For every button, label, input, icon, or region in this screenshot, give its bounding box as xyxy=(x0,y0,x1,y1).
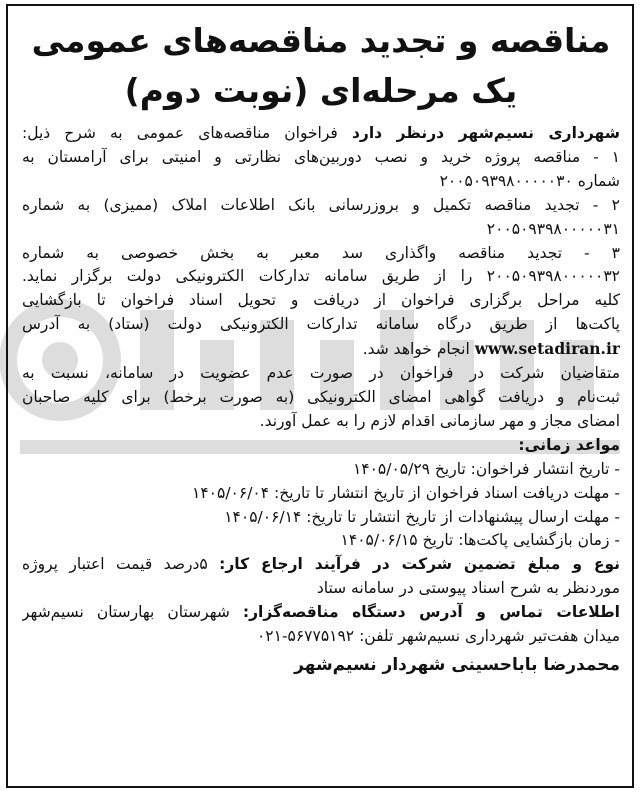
item-1-line-2: شماره ۲۰۰۵۰۹۳۹۸۰۰۰۰۰۳۰ xyxy=(439,171,620,190)
procedure-line-3-rest: انجام خواهد شد. xyxy=(362,340,475,359)
contact-bold: اطلاعات تماس و آدرس دستگاه مناقصه‌گزار: xyxy=(242,603,620,622)
notice-content xyxy=(22,10,620,679)
setad-url-link[interactable]: www.setadiran.ir xyxy=(474,339,620,359)
procedure-line-2: پاکت‌ها از طریق درگاه سامانه تدارکات الکترونیکی دولت (ستاد) به آدرس xyxy=(22,315,620,334)
guarantee-rest: ۵درصد قیمت اعتبار پروژه xyxy=(22,555,220,574)
dates-heading: مواعد زمانی: xyxy=(518,435,620,454)
item-3-line-2: ۲۰۰۵۰۹۳۹۸۰۰۰۰۰۳۲ را از طریق سامانه تدارکات الکترونیکی دولت برگزار نماید. xyxy=(22,267,620,286)
date-opening: - زمان بازگشایی پاکت‌ها: تاریخ ۱۴۰۵/۰۶/۱۵ xyxy=(340,531,620,550)
guarantee-bold: نوع و مبلغ تضمین شرکت در فرآیند ارجاع کار: xyxy=(219,555,620,574)
applicants-line-3: امضای مجاز و مهر سازمانی اقدام لازم را به عمل آورند. xyxy=(259,411,620,430)
date-proposal-deadline: - مهلت ارسال پیشنهادات از تاریخ انتشار تا تاریخ: ۱۴۰۵/۰۶/۱۴ xyxy=(224,507,620,526)
intro-rest: فراخوان مناقصه‌های عمومی به شرح ذیل: xyxy=(22,124,352,142)
applicants-line-2: ثبت‌نام و دریافت گواهی امضای الکترونیکی (به صورت برخط) برای کلیه صاحبان xyxy=(22,387,620,406)
notice-title-line-1: مناقصه و تجدید مناقصه‌های عمومی xyxy=(31,21,611,60)
procedure-line-1: کلیه مراحل برگزاری فراخوان از دریافت و تحویل اسناد فراخوان تا بازگشایی xyxy=(22,291,620,310)
guarantee-line-2: موردنظر به شرح اسناد پیوستی در سامانه ستاد xyxy=(316,579,620,598)
contact-line-2: میدان هفت‌تیر شهرداری نسیم‌شهر تلفن: ۵۶۷۷۵۱۹۲-۰۲۱ xyxy=(256,627,620,646)
date-publication: - تاریخ انتشار فراخوان: تاریخ ۱۴۰۵/۰۵/۲۹ xyxy=(352,459,620,478)
item-2-line-2: ۲۰۰۵۰۹۳۹۸۰۰۰۰۰۳۱ xyxy=(486,219,620,238)
item-2-line-1: ۲ - تجدید مناقصه تکمیل و بروزرسانی بانک اطلاعات املاک (ممیزی) به شماره xyxy=(22,195,620,214)
applicants-line-1: متقاضیان شرکت در فراخوان در صورت عدم عضویت در سامانه، نسبت به xyxy=(22,364,620,383)
item-1-line-1: ۱ - مناقصه پروژه خرید و نصب دوربین‌های نظارتی و امنیتی برای آرامستان به xyxy=(22,147,620,166)
notice-title-line-2: یک مرحله‌ای (نوبت دوم) xyxy=(124,71,518,110)
procedure-line-3 xyxy=(22,337,620,362)
date-document-deadline: - مهلت دریافت اسناد فراخوان از تاریخ انتشار تا تاریخ: ۱۴۰۵/۰۶/۰۴ xyxy=(192,483,620,502)
signature: محمدرضا باباحسینی شهردار نسیم‌شهر xyxy=(294,654,620,675)
intro-line xyxy=(22,122,620,146)
guarantee-line-1 xyxy=(22,553,620,577)
contact-rest: شهرستان بهارستان نسیم‌شهر xyxy=(22,603,243,622)
item-3-line-1: ۳ - تجدید مناقصه واگذاری سد معبر به بخش خصوصی به شماره xyxy=(22,243,620,262)
contact-line-1 xyxy=(22,601,620,625)
intro-bold: شهرداری نسیم‌شهر درنظر دارد xyxy=(351,124,620,142)
